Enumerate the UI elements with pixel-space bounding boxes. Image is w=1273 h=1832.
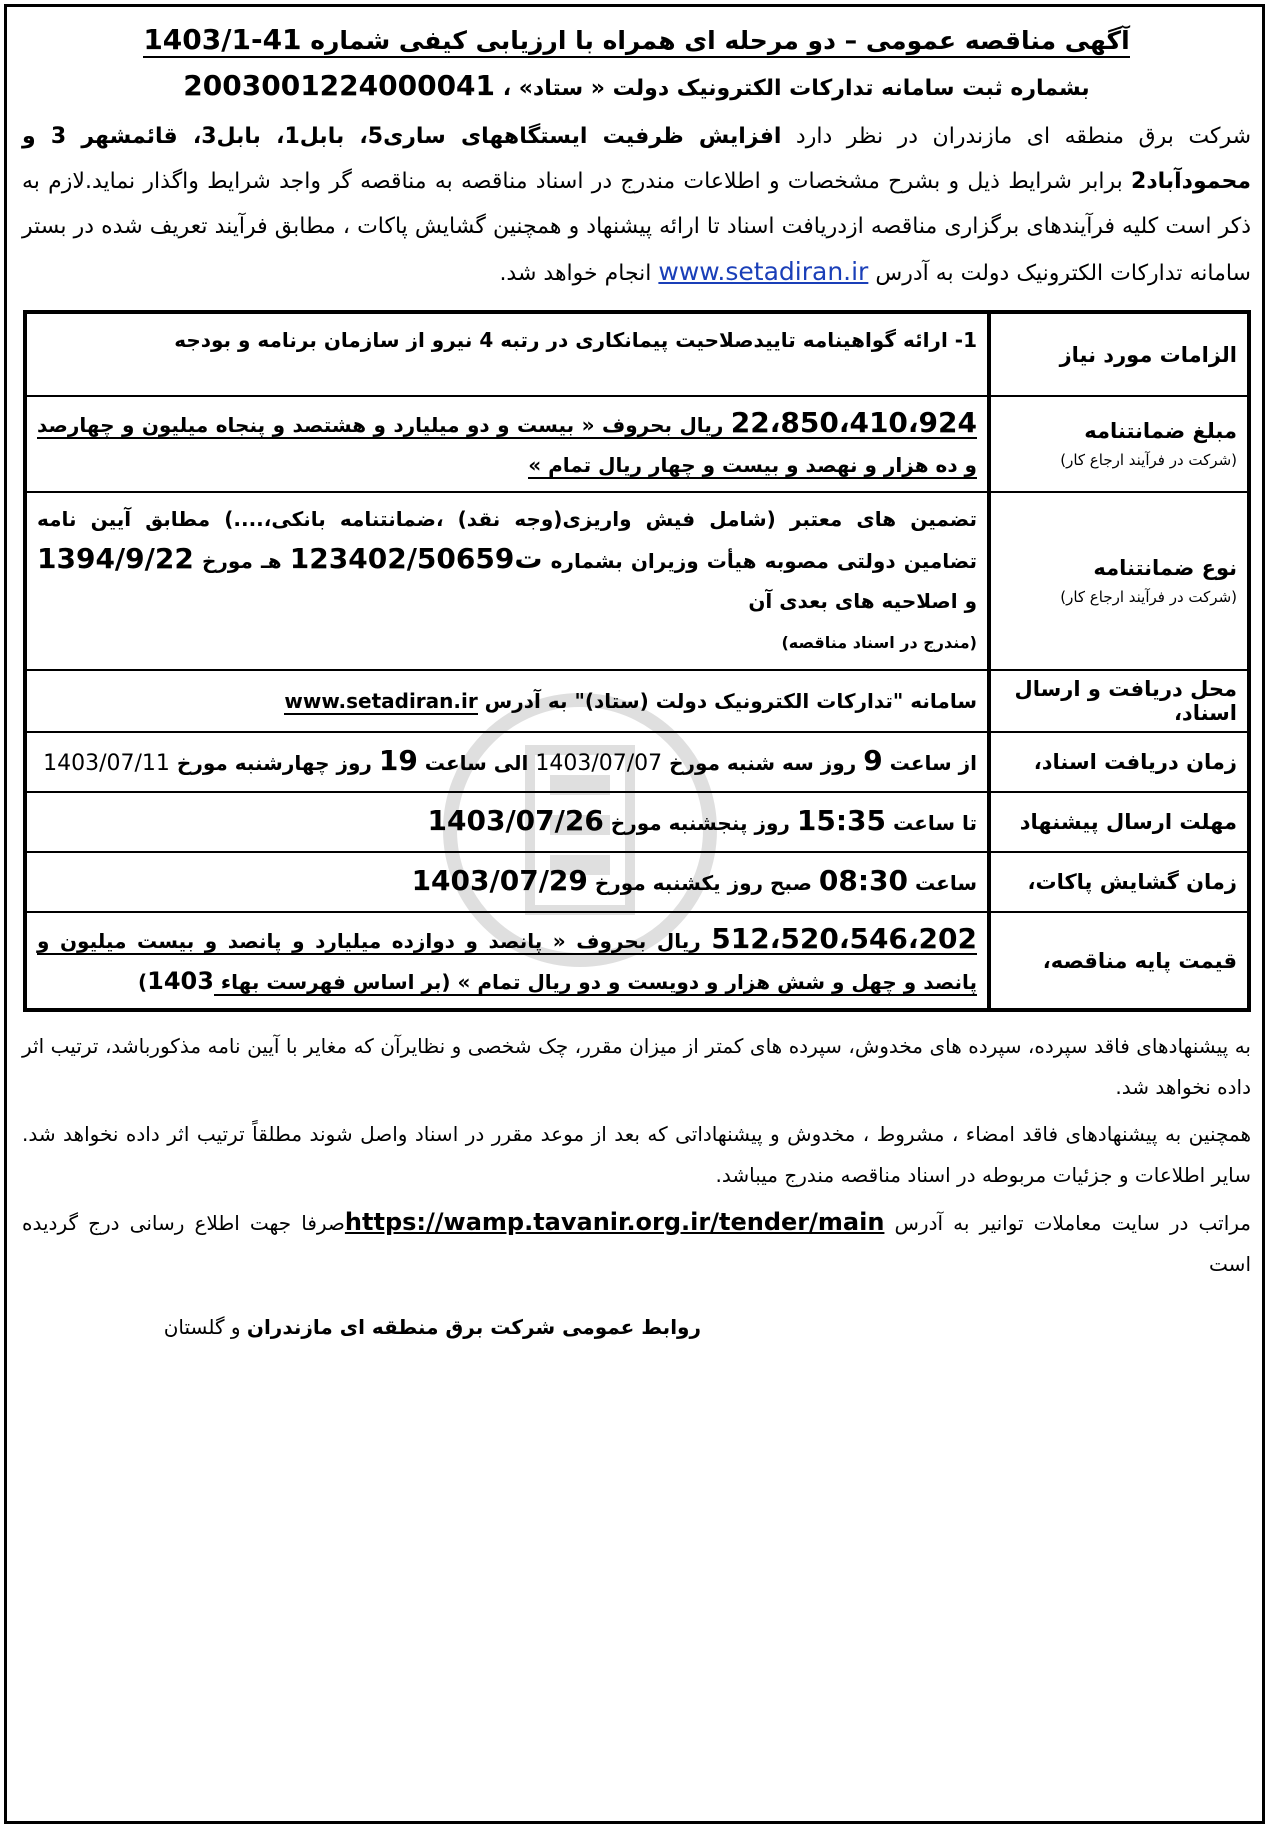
signature-rest: و گلستان <box>163 1315 247 1339</box>
opening-text: ساعت <box>908 871 977 895</box>
base-price-number: 512،520،546،202 <box>711 922 977 955</box>
documents-time-text: الی ساعت <box>417 750 536 775</box>
submission-deadline-value <box>25 792 989 852</box>
documents-end-hour: 19 <box>378 743 418 777</box>
row-label: زمان دریافت اسناد، <box>989 732 1249 792</box>
intro-part2: برابر شرایط ذیل و بشرح مشخصات و اطلاعات مندرج در اسناد مناقصه به مناقصه گر واجد شرایط واگذار نماید.لازم به ذکر است کلیه فرآیندهای برگزاری مناقصه ازدریافت اسناد تا ارائه پیشنهاد و همچنین گشایش پاکات ، مطابق فرآیند تعریف شده در بستر سامانه تدارکات الکترونیک دولت به آدرس <box>22 169 1251 286</box>
guarantee-amount-sub: (شرکت در فرآیند ارجاع کار) <box>1060 451 1237 469</box>
signature <box>22 1307 701 1347</box>
base-price-close: ) <box>138 970 148 994</box>
decree-date: 1394/9/22 <box>37 542 194 575</box>
documents-place-text: سامانه "تدارکات الکترونیک دولت (ستاد)" به آدرس <box>477 689 977 713</box>
guarantee-type-text: هـ مورخ <box>193 549 290 573</box>
requirements-value: 1- ارائه گواهینامه تاییدصلاحیت پیمانکاری در رتبه 4 نیرو از سازمان برنامه و بودجه <box>25 312 989 396</box>
guarantee-amount-number: 22،850،410،924 <box>730 406 977 439</box>
row-label <box>989 492 1249 670</box>
guarantee-type-note: (مندرج در اسناد مناقصه) <box>781 633 977 652</box>
deadline-text: تا ساعت <box>886 811 977 835</box>
setad-registration <box>22 63 1251 112</box>
tavanir-link[interactable]: https://wamp.tavanir.org.ir/tender/main <box>344 1208 885 1236</box>
guarantee-type-label: نوع ضمانتنامه <box>1093 556 1237 580</box>
guarantee-type-text: و اصلاحیه های بعدی آن <box>748 589 977 613</box>
table-row <box>25 492 1249 670</box>
documents-start-hour: 9 <box>863 743 883 777</box>
opening-date: 1403/07/29 <box>411 864 588 897</box>
base-price-value <box>25 912 989 1010</box>
documents-start-date: 1403/07/07 <box>535 750 663 776</box>
base-price-words: ریال بحروف « پانصد و دوازده میلیارد و پانصد و بیست میلیون و پانصد و چهل و شش هزار و دویست و دو ریال تمام » (بر اساس فهرست بهاء <box>37 929 977 994</box>
guarantee-type-value <box>25 492 989 670</box>
documents-time-text: روز سه شنبه مورخ <box>662 750 864 775</box>
footer-p3-text: مراتب در سایت معاملات توانیر به آدرس <box>884 1211 1252 1235</box>
intro-paragraph <box>22 114 1251 296</box>
documents-place-value <box>25 670 989 732</box>
intro-project-title: افزایش ظرفیت ایستگاههای ساری5، بابل1، بابل3، قائمشهر 3 و محمودآباد2 <box>22 124 1251 194</box>
documents-time-value <box>25 732 989 792</box>
row-label: مهلت ارسال پیشنهاد <box>989 792 1249 852</box>
row-label <box>989 396 1249 492</box>
intro-part3: انجام خواهد شد. <box>499 261 659 286</box>
intro-part1: شرکت برق منطقه ای مازندران در نظر دارد <box>781 124 1252 149</box>
documents-place-link[interactable]: www.setadiran.ir <box>284 689 478 713</box>
footer-paragraph-1: به پیشنهادهای فاقد سپرده، سپرده های مخدوش، سپرده های کمتر از میزان مقرر، چک شخصی و نظایرآن که مغایر با آیین نامه مذکورباشد، ترتیب اثر داده نخواهد شد. <box>22 1034 1251 1099</box>
title-text: آگهی مناقصه عمومی – دو مرحله ای همراه با ارزیابی کیفی شماره <box>310 26 1130 55</box>
setad-link[interactable]: www.setadiran.ir <box>658 257 869 286</box>
tender-number: 1403/1-41 <box>143 23 302 56</box>
footer-paragraph-3 <box>22 1202 1251 1285</box>
footer-p3-text: صرفا جهت اطلاع رسانی درج گردیده است <box>22 1211 1251 1276</box>
deadline-text: روز پنجشنبه مورخ <box>603 811 797 835</box>
signature-bold: روابط عمومی شرکت برق منطقه ای مازندران <box>246 1315 701 1339</box>
table-row <box>25 396 1249 492</box>
table-row <box>25 732 1249 792</box>
opening-text: صبح روز یکشنبه مورخ <box>587 871 819 895</box>
decree-number: 123402/ت50659 <box>289 542 543 575</box>
registration-number: 2003001224000041 <box>183 69 496 102</box>
guarantee-amount-value <box>25 396 989 492</box>
guarantee-type-text: تضمین های معتبر (شامل فیش واریزی(وجه نقد) ،ضمانتنامه بانکی،....) مطابق آیین نامه تضامین دولتی مصوبه هیأت وزیران بشماره <box>37 507 977 573</box>
table-row <box>25 852 1249 912</box>
row-label: الزامات مورد نیاز <box>989 312 1249 396</box>
documents-end-date: 1403/07/11 <box>43 750 170 776</box>
table-row <box>25 670 1249 732</box>
table-row <box>25 792 1249 852</box>
row-label: زمان گشایش پاکات، <box>989 852 1249 912</box>
opening-time-value <box>25 852 989 912</box>
opening-hour: 08:30 <box>818 864 909 897</box>
guarantee-amount-words: ریال بحروف « بیست و دو میلیارد و هشتصد و پنجاه میلیون و چهارصد و ده هزار و نهصد و بیست و چهار ریال تمام » <box>37 413 977 477</box>
guarantee-type-sub: (شرکت در فرآیند ارجاع کار) <box>1060 588 1237 606</box>
price-list-year: 1403 <box>147 967 214 995</box>
table-row <box>25 312 1249 396</box>
row-label: قیمت پایه مناقصه، <box>989 912 1249 1010</box>
table-row <box>25 912 1249 1010</box>
deadline-date: 1403/07/26 <box>427 804 604 837</box>
footer-paragraph-2: همچنین به پیشنهادهای فاقد امضاء ، مشروط ، مخدوش و پیشنهاداتی که بعد از موعد مقرر در اسناد واصل شوند مطلقاً ترتیب اثر داده نخواهد شد. سایر اطلاعات و جزئیات مربوطه در اسناد مناقصه مندرج میباشد. <box>22 1122 1251 1187</box>
guarantee-amount-label: مبلغ ضمانتنامه <box>1084 419 1237 443</box>
documents-time-text: از ساعت <box>882 750 977 775</box>
registration-text: بشماره ثبت سامانه تدارکات الکترونیک دولت « ستاد» ، <box>502 76 1090 101</box>
tender-notice <box>22 18 1251 1347</box>
notice-title <box>22 18 1251 63</box>
tender-details-table <box>23 310 1251 1012</box>
deadline-hour: 15:35 <box>796 804 887 837</box>
documents-time-text: روز چهارشنبه مورخ <box>169 750 379 775</box>
row-label: محل دریافت و ارسال اسناد، <box>989 670 1249 732</box>
